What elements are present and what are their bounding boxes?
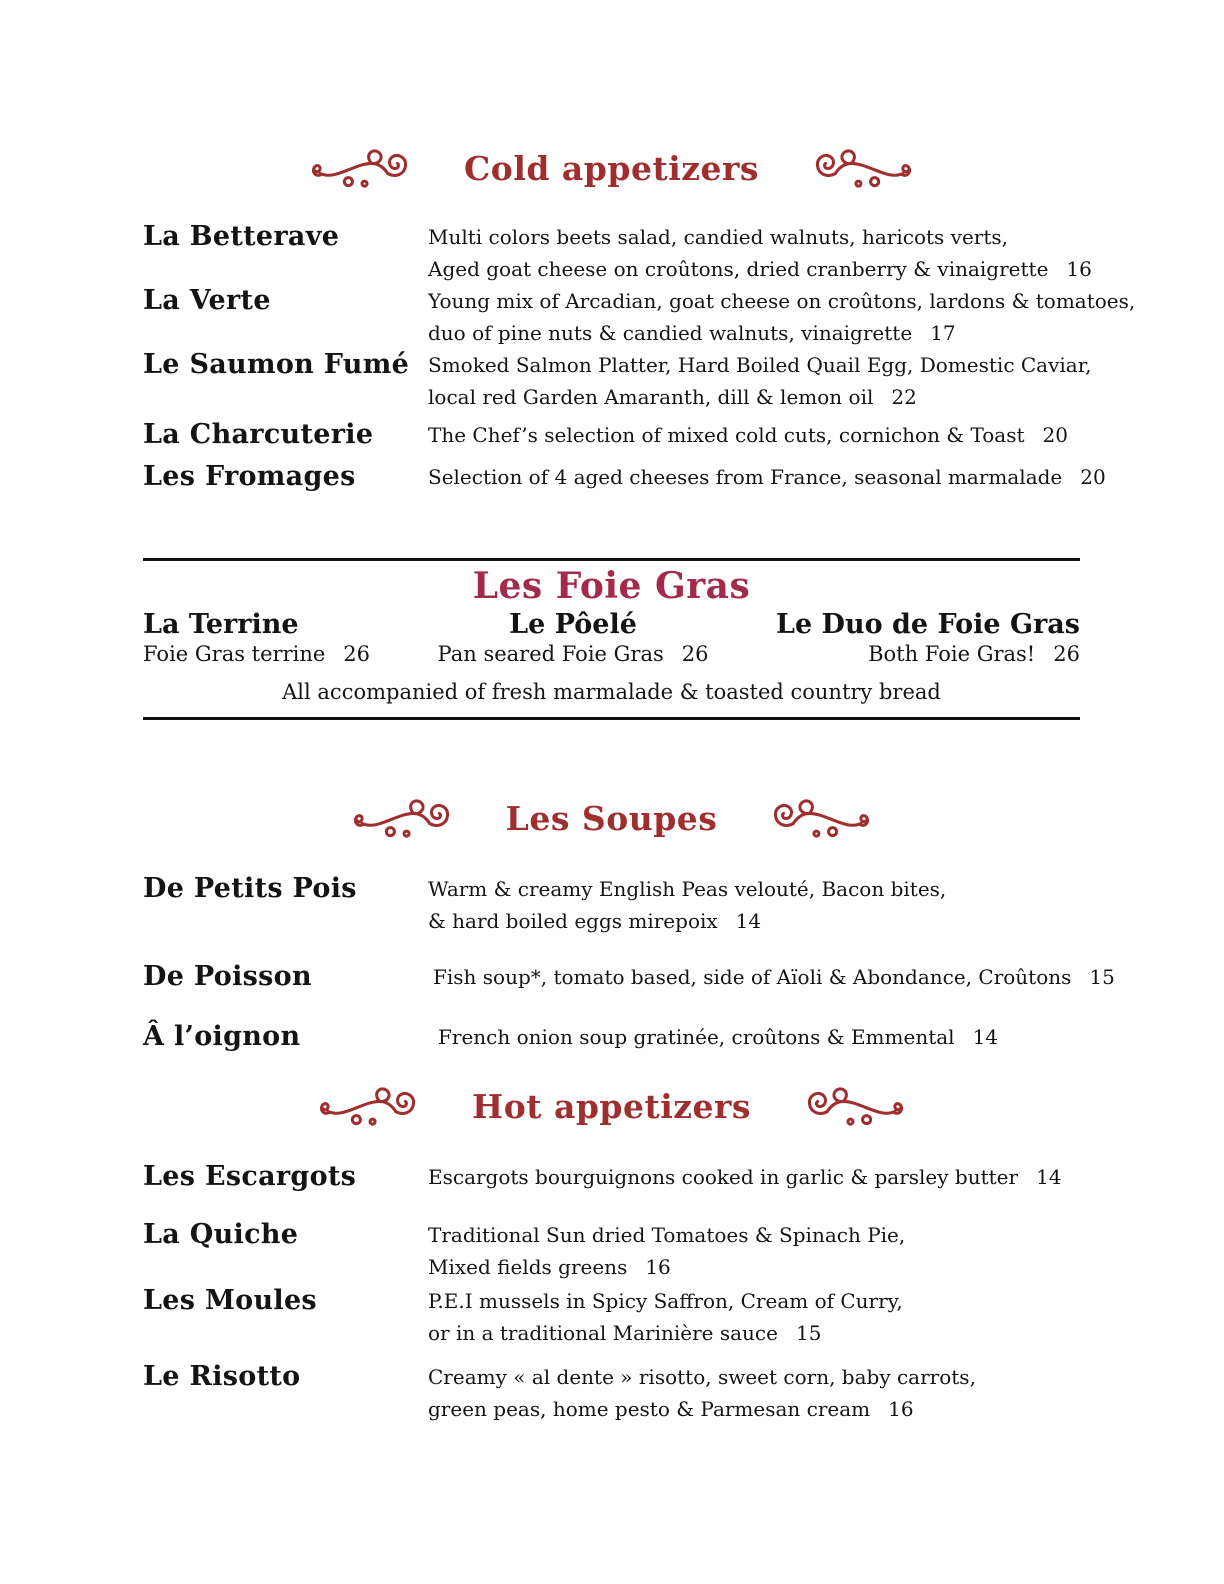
menu-item-price: 16: [645, 1255, 671, 1279]
foie-gras-columns: [143, 609, 1080, 667]
flourish-left-icon: [354, 793, 450, 845]
foie-gras-column-terrine: [143, 609, 370, 667]
flourish-left-icon: [312, 143, 408, 195]
menu-item-price: 14: [972, 1025, 999, 1049]
section-heading-cold: [143, 143, 1080, 195]
menu-item-desc-line: Escargots bourguignons cooked in garlic & parsley butter 14: [428, 1165, 1062, 1189]
menu-item-desc-line: Selection of 4 aged cheeses from France, seasonal marmalade 20: [428, 465, 1106, 489]
foie-gras-column-name: Le Pôelé: [509, 609, 637, 640]
flourish-right-icon: [773, 793, 869, 845]
menu-item-name: Les Fromages: [143, 461, 356, 492]
menu-item-price: 14: [1036, 1165, 1062, 1189]
menu-item-name: Les Moules: [143, 1285, 317, 1316]
menu-item-name: La Betterave: [143, 221, 340, 252]
flourish-left-icon: [320, 1081, 416, 1133]
menu-item-name: Le Risotto: [143, 1361, 301, 1392]
foie-gras-desc-text: Foie Gras terrine: [143, 642, 326, 666]
foie-gras-column-desc: [776, 641, 1080, 667]
menu-item-desc-line: The Chef’s selection of mixed cold cuts, cornichon & Toast 20: [428, 423, 1068, 447]
menu-item-desc-line: Traditional Sun dried Tomatoes & Spinach Pie,: [428, 1223, 906, 1247]
cold-appetizers-items: [143, 221, 1136, 493]
menu-item-desc-line: or in a traditional Marinière sauce 15: [428, 1321, 822, 1345]
foie-gras-footnote: All accompanied of fresh marmalade & toasted country bread: [282, 680, 941, 704]
foie-gras-column-name: La Terrine: [143, 609, 299, 640]
menu-item-row: [143, 349, 1092, 413]
menu-item-price: 16: [1066, 257, 1092, 281]
menu-item-desc-line: Warm & creamy English Peas velouté, Bacon bites,: [428, 877, 947, 901]
menu-item-name: Les Escargots: [143, 1161, 357, 1192]
menu-item-price: 14: [735, 909, 762, 933]
menu-item-row: [143, 1219, 1080, 1283]
section-heading-hot: [143, 1081, 1080, 1133]
menu-item-desc-line: green peas, home pesto & Parmesan cream 16: [428, 1397, 914, 1421]
menu-item-row: [143, 285, 1136, 349]
soupes-items: [143, 873, 1115, 1053]
menu-item-row: [143, 1161, 1080, 1193]
menu-item-price: 17: [930, 321, 956, 345]
menu-item-name: Â l’oignon: [143, 1021, 301, 1052]
menu-item-description: [428, 1021, 1080, 1053]
menu-item-row: [143, 961, 1115, 993]
menu-item-desc-line: duo of pine nuts & candied walnuts, vinaigrette 17: [428, 321, 956, 345]
menu-item-row: [143, 1361, 1080, 1425]
menu-item-name: De Petits Pois: [143, 873, 357, 904]
menu-item-description: [428, 1361, 1080, 1425]
foie-gras-section: [143, 558, 1080, 720]
menu-item-desc-line: Mixed fields greens 16: [428, 1255, 671, 1279]
menu-item-description: [428, 873, 1080, 937]
menu-item-desc-line: Smoked Salmon Platter, Hard Boiled Quail Egg, Domestic Caviar,: [428, 353, 1092, 377]
menu-item-description: [428, 461, 1106, 493]
menu-item-name: De Poisson: [143, 961, 312, 992]
menu-item-price: 16: [888, 1397, 914, 1421]
foie-gras-price: 26: [343, 642, 371, 666]
foie-gras-price: 26: [1053, 642, 1080, 666]
menu-item-row: [143, 1285, 1080, 1349]
hot-appetizers-items: [143, 1161, 1080, 1425]
foie-gras-column-name: Le Duo de Foie Gras: [775, 609, 1080, 640]
foie-gras-column-poele: [438, 609, 709, 667]
menu-item-name: La Verte: [143, 285, 271, 316]
foie-gras-column-duo: [776, 609, 1080, 667]
menu-item-desc-line: Multi colors beets salad, candied walnuts, haricots verts,: [428, 225, 1008, 249]
menu-item-description: [428, 1161, 1080, 1193]
section-title-cold-appetizers: Cold appetizers: [464, 149, 759, 188]
flourish-right-icon: [807, 1081, 903, 1133]
menu-item-price: 20: [1042, 423, 1068, 447]
menu-item-description: [428, 961, 1115, 993]
menu-item-desc-line: Fish soup*, tomato based, side of Aïoli & Abondance, Croûtons 15: [433, 965, 1115, 989]
foie-gras-desc-text: Both Foie Gras!: [868, 642, 1036, 666]
flourish-right-icon: [815, 143, 911, 195]
section-heading-soupes: [143, 793, 1080, 845]
menu-item-name: Le Saumon Fumé: [143, 349, 410, 380]
menu-item-desc-line: Creamy « al dente » risotto, sweet corn, baby carrots,: [428, 1365, 976, 1389]
menu-item-row: [143, 461, 1106, 493]
foie-gras-price: 26: [681, 642, 709, 666]
menu-item-row: [143, 419, 1080, 451]
menu-item-description: [428, 285, 1135, 349]
menu-item-desc-line: Young mix of Arcadian, goat cheese on croûtons, lardons & tomatoes,: [428, 289, 1136, 313]
foie-gras-title: Les Foie Gras: [472, 565, 751, 607]
divider-line-top: [143, 558, 1080, 561]
menu-item-desc-line: local red Garden Amaranth, dill & lemon oil 22: [428, 385, 917, 409]
menu-item-price: 15: [1089, 965, 1115, 989]
menu-item-description: [428, 1285, 1080, 1349]
menu-item-description: [428, 419, 1080, 451]
menu-item-desc-line: French onion soup gratinée, croûtons & Emmental 14: [438, 1025, 999, 1049]
divider-line-bottom: [143, 717, 1080, 720]
menu-item-desc-line: P.E.I mussels in Spicy Saffron, Cream of Curry,: [428, 1289, 903, 1313]
foie-gras-desc-text: Pan seared Foie Gras: [437, 642, 664, 666]
section-title-les-soupes: Les Soupes: [505, 799, 718, 838]
menu-item-price: 22: [891, 385, 917, 409]
foie-gras-column-desc: [143, 641, 370, 667]
menu-item-price: 15: [795, 1321, 822, 1345]
menu-item-row: [143, 873, 1080, 937]
menu-item-description: [428, 349, 1091, 413]
menu-item-description: [428, 1219, 1080, 1283]
menu-item-desc-line: & hard boiled eggs mirepoix 14: [428, 909, 762, 933]
menu-item-desc-line: Aged goat cheese on croûtons, dried cranberry & vinaigrette 16: [428, 257, 1092, 281]
section-title-hot-appetizers: Hot appetizers: [472, 1087, 751, 1126]
menu-item-name: La Charcuterie: [143, 419, 374, 450]
menu-item-name: La Quiche: [143, 1219, 299, 1250]
menu-item-description: [428, 221, 1092, 285]
menu-item-row: [143, 221, 1092, 285]
foie-gras-column-desc: [438, 641, 709, 667]
menu-item-price: 20: [1080, 465, 1106, 489]
menu-item-row: [143, 1021, 1080, 1053]
